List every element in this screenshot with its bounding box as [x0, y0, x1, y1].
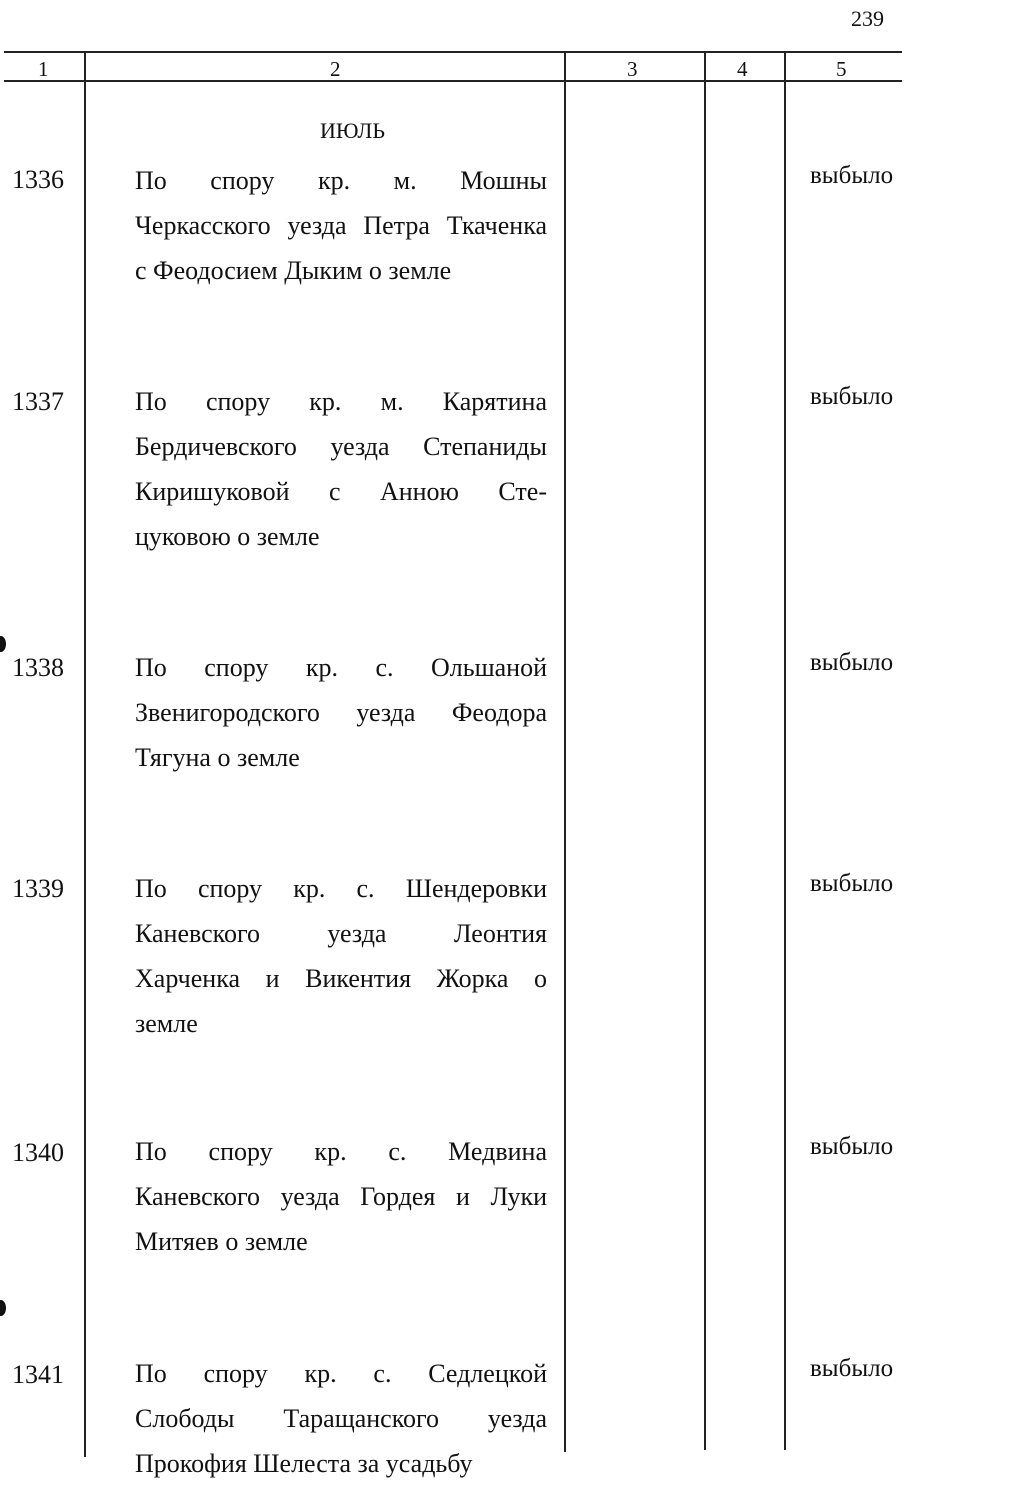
description-line: Прокофия Шелеста за усадьбу — [135, 1449, 473, 1478]
column-header-3: 3 — [627, 57, 638, 81]
column-divider-4 — [784, 52, 786, 1450]
description-line: Тягуна о земле — [135, 743, 300, 772]
description-line: Харченка и Викентия Жорка о — [135, 964, 547, 993]
row-status: выбыло — [810, 1133, 894, 1160]
table-header-rule — [4, 80, 902, 82]
row-description — [135, 158, 547, 293]
description-line: с Феодосием Дыким о земле — [135, 256, 452, 285]
row-status: выбыло — [810, 1355, 894, 1382]
row-number: 1339 — [12, 874, 64, 903]
column-header-5: 5 — [836, 57, 847, 81]
description-line: Бердичевского уезда Степаниды — [135, 432, 547, 461]
description-line: По спору кр. с. Ольшаной — [135, 653, 547, 682]
description-line: Митяев о земле — [135, 1227, 308, 1256]
table-top-rule — [4, 51, 902, 53]
row-status: выбыло — [810, 870, 894, 897]
month-heading: ИЮЛЬ — [320, 118, 385, 143]
description-line: По спору кр. м. Карятина — [135, 387, 547, 416]
row-description — [135, 866, 547, 1046]
page-number: 239 — [851, 6, 884, 31]
description-line: Черкасского уезда Петра Ткаченка — [135, 211, 547, 240]
column-divider-2 — [564, 52, 566, 1452]
column-header-1: 1 — [38, 57, 49, 81]
description-line: По спору кр. с. Медвина — [135, 1137, 547, 1166]
description-line: Каневского уезда Гордея и Луки — [135, 1182, 547, 1211]
description-line: земле — [135, 1009, 198, 1038]
row-status: выбыло — [810, 162, 894, 189]
description-line: Звенигородского уезда Феодора — [135, 698, 547, 727]
row-number: 1341 — [12, 1360, 64, 1389]
column-header-4: 4 — [737, 57, 748, 81]
row-description — [135, 1129, 547, 1264]
description-line: Киришуковой с Анною Сте- — [135, 477, 547, 506]
row-number: 1337 — [12, 387, 64, 416]
row-status: выбыло — [810, 649, 894, 676]
column-header-2: 2 — [330, 57, 341, 81]
row-description — [135, 379, 547, 559]
row-number: 1340 — [12, 1138, 64, 1167]
scan-mark — [0, 1300, 6, 1316]
column-divider-3 — [704, 52, 706, 1450]
description-line: По спору кр. с. Седлецкой — [135, 1359, 547, 1388]
column-divider-1 — [84, 52, 86, 1457]
row-number: 1338 — [12, 653, 64, 682]
scan-mark — [0, 636, 6, 652]
row-description — [135, 645, 547, 780]
description-line: цуковою о земле — [135, 522, 320, 551]
description-line: По спору кр. с. Шендеровки — [135, 874, 547, 903]
description-line: Слободы Таращанского уезда — [135, 1404, 547, 1433]
row-description — [135, 1351, 547, 1486]
row-status: выбыло — [810, 383, 894, 410]
description-line: Каневского уезда Леонтия — [135, 919, 547, 948]
row-number: 1336 — [12, 165, 64, 194]
description-line: По спору кр. м. Мошны — [135, 166, 547, 195]
